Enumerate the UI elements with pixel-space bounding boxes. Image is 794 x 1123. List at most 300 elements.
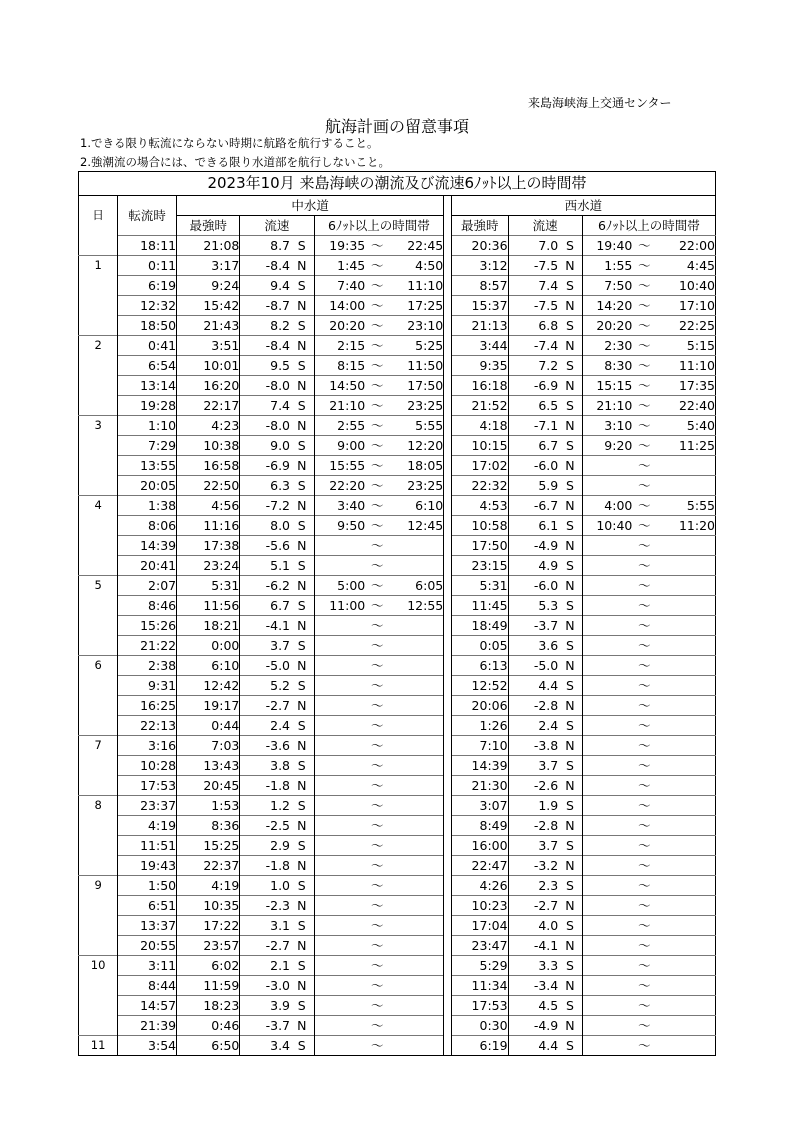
middle-peak-cell: 18:21 [177,616,240,636]
column-gap [444,636,452,656]
middle-window-start-cell: 15:55 [314,456,365,476]
middle-window-tilde: ～ [365,716,389,736]
west-direction-cell: S [558,556,582,576]
west-direction-cell: N [558,456,582,476]
table-row [79,496,716,516]
middle-peak-cell: 22:37 [177,856,240,876]
turn-time-cell: 0:11 [118,256,177,276]
west-direction-cell: N [558,856,582,876]
west-direction-cell: S [558,356,582,376]
west-window-tilde: ～ [632,936,656,956]
middle-window-start-cell [314,696,365,716]
middle-direction-cell: N [290,976,314,996]
table-row [79,436,716,456]
turn-time-cell: 19:43 [118,856,177,876]
day-cell [79,436,118,456]
west-window-end-cell [656,756,715,776]
west-window-start-cell [582,676,632,696]
column-gap [444,336,452,356]
middle-direction-cell: S [290,836,314,856]
west-direction-cell: S [558,996,582,1016]
turn-time-cell: 11:51 [118,836,177,856]
middle-direction-cell: S [290,796,314,816]
turn-time-cell: 18:11 [118,236,177,256]
middle-window-start-cell [314,936,365,956]
west-window-tilde: ～ [632,1016,656,1036]
west-window-end-cell [656,916,715,936]
organization-name: 来島海峡海上交通センター [528,96,672,110]
middle-direction-cell: S [290,956,314,976]
west-window-start-cell: 14:20 [582,296,632,316]
west-speed-cell: 3.7 [508,836,558,856]
turn-time-cell: 1:38 [118,496,177,516]
middle-window-tilde: ～ [365,416,389,436]
middle-window-start-cell: 9:50 [314,516,365,536]
west-speed-cell: -3.2 [508,856,558,876]
middle-window-start-cell [314,796,365,816]
west-speed-cell: 4.4 [508,676,558,696]
west-window-end-cell: 22:40 [656,396,715,416]
turn-time-cell: 14:39 [118,536,177,556]
day-cell [79,516,118,536]
table-row [79,916,716,936]
west-window-end-cell [656,796,715,816]
day-cell [79,476,118,496]
middle-window-tilde: ～ [365,876,389,896]
middle-window-tilde: ～ [365,1016,389,1036]
middle-window-tilde: ～ [365,436,389,456]
middle-window-start-cell: 20:20 [314,316,365,336]
middle-speed-cell: 1.2 [240,796,290,816]
west-window-end-cell [656,736,715,756]
west-window-tilde: ～ [632,416,656,436]
middle-speed-cell: 2.4 [240,716,290,736]
middle-speed-cell: 1.0 [240,876,290,896]
middle-peak-cell: 18:23 [177,996,240,1016]
middle-window-end-cell [389,816,444,836]
column-gap [444,396,452,416]
turn-time-cell: 21:39 [118,1016,177,1036]
middle-speed-cell: -3.0 [240,976,290,996]
west-window-start-cell: 3:10 [582,416,632,436]
middle-window-start-cell: 14:50 [314,376,365,396]
middle-peak-cell: 7:03 [177,736,240,756]
west-window-end-cell [656,536,715,556]
column-gap [444,956,452,976]
turn-time-cell: 2:07 [118,576,177,596]
west-peak-cell: 17:53 [451,996,508,1016]
middle-speed-cell: 7.4 [240,396,290,416]
middle-peak-cell: 0:44 [177,716,240,736]
middle-window-start-cell: 5:00 [314,576,365,596]
table-row [79,1016,716,1036]
west-window-start-cell: 9:20 [582,436,632,456]
document-title: 航海計画の留意事項 [324,117,469,136]
west-window-end-cell: 11:10 [656,356,715,376]
west-peak-cell: 10:23 [451,896,508,916]
middle-peak-cell: 23:57 [177,936,240,956]
west-window-end-cell [656,856,715,876]
tidal-current-table [78,171,716,1056]
turn-time-cell: 3:11 [118,956,177,976]
middle-speed-cell: -5.6 [240,536,290,556]
middle-window-end-cell: 17:50 [389,376,444,396]
table-row [79,696,716,716]
middle-direction-cell: N [290,496,314,516]
header-middle-speed: 流速 [240,216,314,236]
west-direction-cell: N [558,736,582,756]
middle-window-tilde: ～ [365,596,389,616]
west-direction-cell: N [558,696,582,716]
west-speed-cell: 6.7 [508,436,558,456]
west-window-tilde: ～ [632,236,656,256]
table-row [79,1036,716,1056]
header-west-peak: 最強時 [451,216,508,236]
west-window-start-cell: 19:40 [582,236,632,256]
middle-peak-cell: 9:24 [177,276,240,296]
west-window-tilde: ～ [632,336,656,356]
west-window-tilde: ～ [632,676,656,696]
middle-window-start-cell: 7:40 [314,276,365,296]
west-direction-cell: S [558,236,582,256]
turn-time-cell: 20:05 [118,476,177,496]
turn-time-cell: 7:29 [118,436,177,456]
middle-peak-cell: 4:23 [177,416,240,436]
middle-window-start-cell: 14:00 [314,296,365,316]
west-window-start-cell [582,836,632,856]
west-window-tilde: ～ [632,556,656,576]
middle-window-end-cell [389,976,444,996]
middle-window-end-cell [389,996,444,1016]
turn-time-cell: 17:53 [118,776,177,796]
middle-window-start-cell [314,776,365,796]
middle-peak-cell: 0:00 [177,636,240,656]
west-speed-cell: -4.1 [508,936,558,956]
west-peak-cell: 3:07 [451,796,508,816]
turn-time-cell: 12:32 [118,296,177,316]
west-window-end-cell [656,576,715,596]
middle-direction-cell: N [290,696,314,716]
west-direction-cell: N [558,536,582,556]
column-gap [444,656,452,676]
west-peak-cell: 0:30 [451,1016,508,1036]
west-direction-cell: S [558,756,582,776]
turn-time-cell: 1:10 [118,416,177,436]
table-row [79,676,716,696]
turn-time-cell: 1:50 [118,876,177,896]
middle-direction-cell: N [290,256,314,276]
west-window-end-cell: 5:15 [656,336,715,356]
column-gap [444,236,452,256]
day-cell [79,1016,118,1036]
middle-window-start-cell [314,816,365,836]
day-cell: 5 [79,576,118,596]
middle-peak-cell: 11:56 [177,596,240,616]
west-window-tilde: ～ [632,436,656,456]
day-cell [79,636,118,656]
west-peak-cell: 8:49 [451,816,508,836]
middle-direction-cell: N [290,856,314,876]
middle-peak-cell: 16:58 [177,456,240,476]
day-cell: 3 [79,416,118,436]
column-gap [444,836,452,856]
middle-window-end-cell [389,736,444,756]
west-speed-cell: -5.0 [508,656,558,676]
middle-window-start-cell [314,656,365,676]
west-peak-cell: 8:57 [451,276,508,296]
turn-time-cell: 3:16 [118,736,177,756]
middle-peak-cell: 22:50 [177,476,240,496]
west-peak-cell: 20:36 [451,236,508,256]
middle-peak-cell: 22:17 [177,396,240,416]
day-cell [79,376,118,396]
west-window-tilde: ～ [632,696,656,716]
west-speed-cell: 4.4 [508,1036,558,1056]
west-window-end-cell [656,696,715,716]
middle-window-end-cell: 11:10 [389,276,444,296]
column-gap [444,516,452,536]
west-window-start-cell [582,476,632,496]
middle-speed-cell: 3.1 [240,916,290,936]
middle-window-start-cell [314,676,365,696]
table-row [79,796,716,816]
west-window-start-cell [582,1036,632,1056]
turn-time-cell: 0:41 [118,336,177,356]
west-window-start-cell: 20:20 [582,316,632,336]
west-window-tilde: ～ [632,856,656,876]
table-row [79,456,716,476]
table-row [79,596,716,616]
middle-direction-cell: S [290,316,314,336]
table-row [79,996,716,1016]
middle-window-end-cell [389,876,444,896]
middle-window-tilde: ～ [365,516,389,536]
middle-speed-cell: -8.4 [240,336,290,356]
middle-window-end-cell [389,556,444,576]
column-gap [444,856,452,876]
middle-peak-cell: 13:43 [177,756,240,776]
column-gap [444,736,452,756]
west-window-tilde: ～ [632,836,656,856]
middle-window-tilde: ～ [365,296,389,316]
column-gap [444,776,452,796]
west-direction-cell: S [558,316,582,336]
middle-speed-cell: 5.1 [240,556,290,576]
west-window-start-cell [582,456,632,476]
west-window-start-cell [582,736,632,756]
turn-time-cell: 21:22 [118,636,177,656]
middle-window-end-cell [389,1016,444,1036]
middle-window-tilde: ～ [365,896,389,916]
west-peak-cell: 17:02 [451,456,508,476]
middle-window-end-cell: 17:25 [389,296,444,316]
west-direction-cell: N [558,256,582,276]
west-direction-cell: S [558,636,582,656]
west-peak-cell: 18:49 [451,616,508,636]
middle-window-tilde: ～ [365,796,389,816]
table-row [79,616,716,636]
table-row [79,956,716,976]
day-cell: 2 [79,336,118,356]
west-window-end-cell [656,596,715,616]
west-direction-cell: S [558,796,582,816]
west-window-start-cell: 8:30 [582,356,632,376]
turn-time-cell: 22:13 [118,716,177,736]
west-window-tilde: ～ [632,896,656,916]
west-peak-cell: 6:13 [451,656,508,676]
middle-window-tilde: ～ [365,676,389,696]
middle-peak-cell: 3:51 [177,336,240,356]
column-gap [444,756,452,776]
west-window-tilde: ～ [632,396,656,416]
middle-direction-cell: S [290,996,314,1016]
middle-window-start-cell [314,616,365,636]
middle-direction-cell: S [290,516,314,536]
middle-direction-cell: N [290,296,314,316]
header-turn-time: 転流時 [118,196,177,236]
west-direction-cell: S [558,676,582,696]
middle-window-start-cell [314,916,365,936]
day-cell [79,556,118,576]
middle-speed-cell: -8.0 [240,416,290,436]
table-row [79,356,716,376]
west-speed-cell: -2.8 [508,816,558,836]
column-gap [444,416,452,436]
west-window-tilde: ～ [632,796,656,816]
west-window-end-cell: 10:40 [656,276,715,296]
middle-window-end-cell [389,776,444,796]
column-gap [444,1036,452,1056]
middle-speed-cell: -2.5 [240,816,290,836]
middle-window-tilde: ～ [365,936,389,956]
west-speed-cell: -3.7 [508,616,558,636]
table-row [79,316,716,336]
middle-peak-cell: 11:59 [177,976,240,996]
west-window-end-cell: 11:20 [656,516,715,536]
middle-speed-cell: 6.3 [240,476,290,496]
west-peak-cell: 3:44 [451,336,508,356]
west-speed-cell: 6.1 [508,516,558,536]
column-gap [444,316,452,336]
middle-window-end-cell [389,956,444,976]
west-window-tilde: ～ [632,996,656,1016]
west-peak-cell: 4:53 [451,496,508,516]
middle-direction-cell: S [290,436,314,456]
header-middle-channel: 中水道 [177,196,444,216]
west-direction-cell: N [558,936,582,956]
west-window-start-cell: 7:50 [582,276,632,296]
middle-direction-cell: N [290,736,314,756]
west-window-start-cell [582,996,632,1016]
middle-window-tilde: ～ [365,816,389,836]
west-direction-cell: S [558,956,582,976]
west-window-tilde: ～ [632,636,656,656]
west-peak-cell: 5:29 [451,956,508,976]
west-peak-cell: 22:32 [451,476,508,496]
day-cell: 6 [79,656,118,676]
west-direction-cell: N [558,776,582,796]
middle-speed-cell: 9.5 [240,356,290,376]
west-direction-cell: S [558,516,582,536]
west-peak-cell: 11:34 [451,976,508,996]
middle-direction-cell: S [290,636,314,656]
west-window-tilde: ～ [632,496,656,516]
table-row [79,976,716,996]
middle-speed-cell: -2.7 [240,696,290,716]
west-window-end-cell [656,976,715,996]
middle-speed-cell: -1.8 [240,856,290,876]
west-peak-cell: 5:31 [451,576,508,596]
west-peak-cell: 22:47 [451,856,508,876]
west-window-end-cell [656,876,715,896]
table-row [79,416,716,436]
west-speed-cell: 4.0 [508,916,558,936]
middle-direction-cell: N [290,576,314,596]
west-window-end-cell [656,476,715,496]
west-peak-cell: 12:52 [451,676,508,696]
day-cell [79,276,118,296]
west-speed-cell: -4.9 [508,536,558,556]
middle-direction-cell: S [290,356,314,376]
west-speed-cell: -4.9 [508,1016,558,1036]
middle-window-end-cell: 23:25 [389,476,444,496]
middle-direction-cell: N [290,456,314,476]
west-peak-cell: 10:15 [451,436,508,456]
middle-window-tilde: ～ [365,576,389,596]
middle-direction-cell: N [290,376,314,396]
table-row [79,376,716,396]
west-speed-cell: 4.5 [508,996,558,1016]
middle-peak-cell: 0:46 [177,1016,240,1036]
middle-peak-cell: 21:43 [177,316,240,336]
header-middle-peak: 最強時 [177,216,240,236]
column-gap [444,996,452,1016]
column-gap [444,596,452,616]
middle-direction-cell: S [290,236,314,256]
middle-speed-cell: 3.7 [240,636,290,656]
west-window-end-cell [656,616,715,636]
west-speed-cell: 7.4 [508,276,558,296]
west-direction-cell: N [558,576,582,596]
middle-peak-cell: 5:31 [177,576,240,596]
middle-direction-cell: N [290,776,314,796]
west-window-end-cell: 11:25 [656,436,715,456]
middle-direction-cell: N [290,816,314,836]
west-window-tilde: ～ [632,256,656,276]
middle-speed-cell: -8.4 [240,256,290,276]
middle-direction-cell: N [290,336,314,356]
turn-time-cell: 18:50 [118,316,177,336]
west-window-start-cell [582,796,632,816]
note-2: 2.強潮流の場合には、できる限り水道部を航行しないこと。 [80,155,390,169]
west-speed-cell: -7.5 [508,256,558,276]
header-west-channel: 西水道 [451,196,715,216]
west-peak-cell: 17:50 [451,536,508,556]
middle-window-end-cell: 11:50 [389,356,444,376]
day-cell: 10 [79,956,118,976]
west-peak-cell: 10:58 [451,516,508,536]
table-row [79,236,716,256]
middle-window-start-cell [314,636,365,656]
middle-peak-cell: 15:42 [177,296,240,316]
west-peak-cell: 0:05 [451,636,508,656]
table-row [79,816,716,836]
west-window-end-cell: 22:25 [656,316,715,336]
middle-window-tilde: ～ [365,276,389,296]
middle-window-end-cell [389,536,444,556]
middle-window-end-cell: 12:45 [389,516,444,536]
middle-direction-cell: S [290,876,314,896]
